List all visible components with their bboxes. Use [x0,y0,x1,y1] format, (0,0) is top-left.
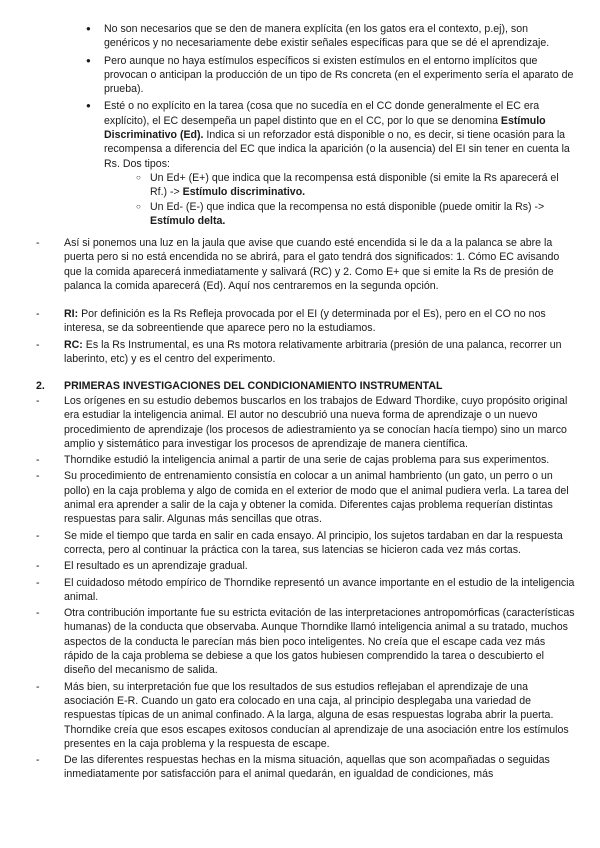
sub-bullet-list [104,171,576,228]
definition-item [36,307,576,336]
bold-term: Estímulo delta. [150,214,226,227]
definition-term: RC: [64,338,83,351]
list-item [36,559,576,573]
paragraph-text: Los orígenes en su estudio debemos buscarlos en los trabajos de Edward Thordike, cuyo propósito original era estudiar la inteligencia animal. El autor no descubrió una nueva forma de aprendizaje o un nuevo procedimiento de aprendizaje (los procesos de adiestramiento ya se conocían hacía tiempo) sino un marco amplio y sistemático para investigar los procesos de aprendizaje de manera científica. [64,395,568,450]
definition-text: Por definición es la Rs Refleja provocada por el EI (y determinada por el Es), pero en el CO no nos interesa, se da sobreentiende que aparece pero no la estudiamos. [64,308,546,335]
bold-term: Estímulo Discriminativo (Ed). [104,114,546,142]
list-item [36,576,576,605]
definition-item [36,338,576,367]
section-title: PRIMERAS INVESTIGACIONES DEL CONDICIONAMIENTO INSTRUMENTAL [64,380,443,392]
bullet-item [86,54,576,97]
sub-bullet-text: Un Ed- (E-) que indica que la recompensa no está disponible (puede omitir la Rs) -> [150,200,545,213]
sub-bullet-text: Un Ed+ (E+) que indica que la recompensa está disponible (si emite la Rs aparecerá el Rf.) -> [150,171,559,199]
bullet-text: Indica si un reforzador está disponible o no, es decir, si tiene ocasión para la recompensa a diferencia del EC que indica la aparición (o la ausencia) del EI sin tener en cuenta la Rs. Dos tipos: [104,129,570,170]
paragraph-text: Más bien, su interpretación fue que los resultados de sus estudios reflejaban el aprendizaje de una asociación E-R. Cuando un gato era colocado en una caja, al principio desplegaba una variedad de respuestas típicas de un animal confinado. A la larga, alguna de esas respuestas lograba abrir la puerta. Thorndike creía que esos escapes exitosos conducían al aprendizaje de una asociación entre los estímulos presentes en la caja problema y la respuesta de escape. [64,680,569,750]
bullet-item [86,99,576,228]
section-number: 2. [36,380,45,392]
paragraph-text: De las diferentes respuestas hechas en la misma situación, aquellas que son acompañadas o seguidas inmediatamente por satisfacción para el animal quedarán, en igualdad de condiciones, más [64,754,550,781]
paragraph-text: Thorndike estudió la inteligencia animal a partir de una serie de cajas problema para sus experimentos. [64,454,550,467]
paragraph-text: Otra contribución importante fue su estricta evitación de las interpretaciones antropomórficas (características humanas) de la conducta que observaba. Aunque Thorndike llamó inteligencia animal a su tratado, muchos aspectos de la conducta le parecían más bien poco inteligentes. No creía que el escape cada vez más rápido de la caja problema se debiese a que los gatos hubiesen comprendido la tarea o descubierto el diseño del mecanismo de salida. [64,607,575,677]
paragraph-text: El resultado es un aprendizaje gradual. [64,560,248,573]
list-item [36,606,576,677]
list-item [36,753,576,782]
bullet-text: Pero aunque no haya estímulos específicos si existen estímulos en el entorno implícitos que provocan o anticipan la producción de un tipo de Rs concreta (en el experimento sería el aparato de prueba). [104,54,574,96]
bold-term: Estímulo discriminativo. [182,186,306,199]
example-list [36,236,576,295]
bullet-text: Esté o no explícito en la tarea (cosa que no sucedía en el CC donde generalmente el EC era explícito), el EC desempeña un papel distinto que en el CC, por lo que se denomina [104,100,540,127]
definition-text: Es la Rs Instrumental, es una Rs motora relativamente arbitraria (presión de una palanca, recorrer un laberinto, etc) y es el centro del experimento. [64,338,562,365]
sub-bullet-item [136,200,576,229]
list-item [36,236,576,293]
section-item-list [36,394,576,784]
paragraph-text: El cuidadoso método empírico de Thorndike representó un avance importante en el estudio de la inteligencia animal. [64,576,575,603]
list-item [36,469,576,526]
list-item [36,394,576,451]
paragraph-text: Su procedimiento de entrenamiento consistía en colocar a un animal hambriento (un gato, un perro o un pollo) en la caja problema y algo de comida en el exterior de modo que el animal pudiera verla. La tarea del animal era aprender a salir de la caja y obtener la comida. Diferentes cajas problema requerían distintas respuestas para salir. Algunas más sencillas que otras. [64,470,569,526]
bullet-item [86,22,576,51]
list-item [36,529,576,558]
ed-bullet-list [86,22,576,231]
definition-term: RI: [64,308,79,320]
bullet-text: No son necesarios que se den de manera explícita (en los gatos era el contexto, p.ej), son genéricos y no necesariamente debe existir señales específicas para que se dé el aprendizaje. [104,23,550,50]
list-item [36,453,576,467]
paragraph-text: Así si ponemos una luz en la jaula que avise que cuando esté encendida si le da a la palanca se abre la puerta pero si no está encendida no se abrirá, para el gato tendrá dos significados: 1. Cómo EC avisando que la comida aparecerá inmediatamente y salivará (RC) y 2. Como E+ que si emite la Rs de presión de palanca la comida aparecerá (Ed). Aquí nos centraremos en la segunda opción. [64,237,560,292]
section-heading [36,379,442,393]
list-item [36,680,576,751]
definitions-list [36,307,576,368]
sub-bullet-item [136,171,576,200]
paragraph-text: Se mide el tiempo que tarda en salir en cada ensayo. Al principio, los sujetos tardaban en dar la respuesta correcta, pero al continuar la práctica con la tarea, sus latencias se hicieron cada vez más cortas. [64,529,563,556]
